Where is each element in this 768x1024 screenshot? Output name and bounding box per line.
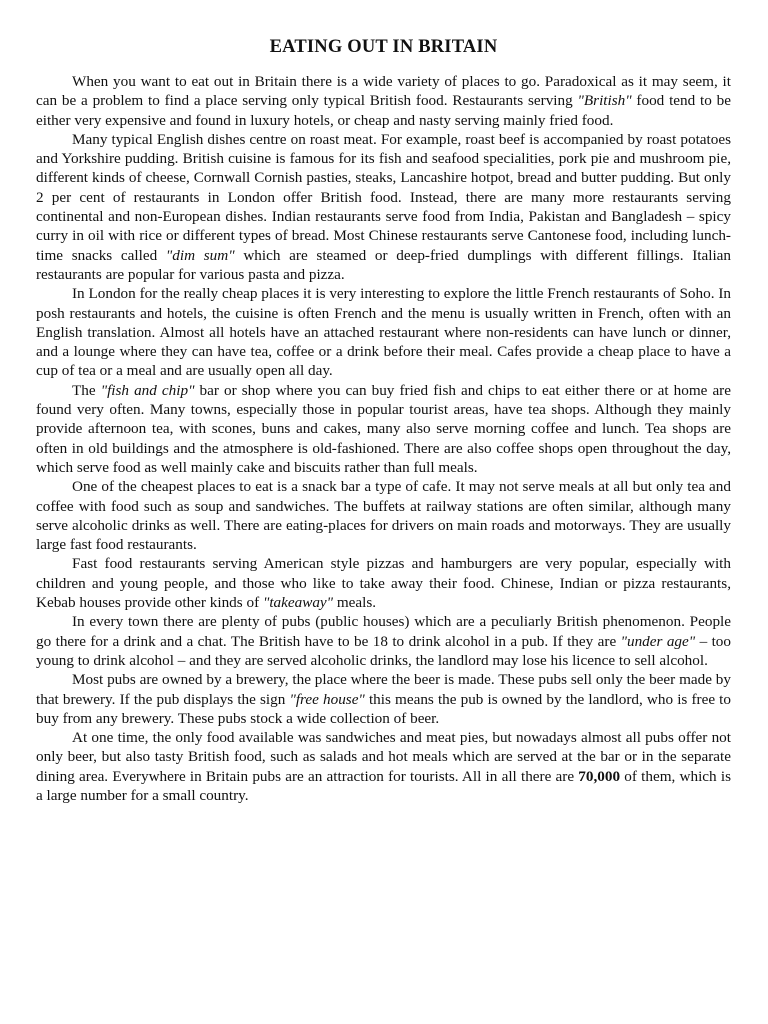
text-run: Most pubs are owned by a brewery, the place where the beer is made. These pubs sell only the beer made by that brewery. If the pub displays the sign <box>36 671 731 708</box>
text-run: – too young to drink alcohol – and they are served alcoholic drinks, the landlord may lose his licence to sell alcohol. <box>36 632 731 669</box>
italic-phrase: "dim sum" <box>165 246 235 264</box>
italic-phrase: "fish and chip" <box>100 381 195 399</box>
paragraph <box>36 728 731 805</box>
text-run: In every town there are plenty of pubs (public houses) which are a peculiarly British phenomenon. People go there for a drink and a chat. The British have to be 18 to drink alcohol in a pub. If they are <box>36 613 731 650</box>
paragraph <box>36 72 731 130</box>
italic-phrase: "free house" <box>289 690 365 708</box>
paragraph <box>36 612 731 670</box>
text-run: The <box>72 381 101 399</box>
text-run: this means the pub is owned by the landlord, who is free to buy from any brewery. These pubs stock a wide collection of beer. <box>36 690 731 727</box>
document-title: EATING OUT IN BRITAIN <box>269 37 498 57</box>
text-run: food tend to be either very expensive and found in luxury hotels, or cheap and nasty serving mainly fried food. <box>36 92 731 129</box>
bold-number: 70,000 <box>578 767 621 785</box>
text-run: meals. <box>333 594 377 612</box>
text-run: of them, which is a large number for a small country. <box>36 767 731 804</box>
text-run: When you want to eat out in Britain there is a wide variety of places to go. Paradoxical as it may seem, it can be a problem to find a place serving only typical British food. Restaurants serving <box>36 73 731 110</box>
paragraph <box>36 477 731 554</box>
text-run: Many typical English dishes centre on roast meat. For example, roast beef is accompanied by roast potatoes and Yorkshire pudding. British cuisine is famous for its fish and seafood specialities, pork pie and mushroom pie, different kinds of cheese, Cornwall Cornish pasties, steaks, Lancashire hotpot, bread and butter pudding. But only 2 per cent of restaurants in London offer British food. Instead, there are many more restaurants serving continental and non-European dishes. Indian restaurants serve food from India, Pakistan and Bangladesh – spicy curry in oil with rice or different types of bread. Most Chinese restaurants serve Cantonese food, including lunch-time snacks called <box>36 130 731 264</box>
paragraph <box>36 554 731 612</box>
document-body <box>36 72 731 805</box>
text-run: One of the cheapest places to eat is a snack bar a type of cafe. It may not serve meals at all but only tea and coffee with food such as soup and sandwiches. The buffets at railway stations are often similar, although many serve alcoholic drinks as well. There are eating-places for drivers on main roads and motorways. They are usually large fast food restaurants. <box>36 478 731 554</box>
text-run: In London for the really cheap places it is very interesting to explore the little French restaurants of Soho. In posh restaurants and hotels, the cuisine is often French and the menu is usually written in French, often with an English translation. Almost all hotels have an attached restaurant where non-residents can have lunch or dinner, and a lounge where they can have tea, coffee or a drink before their meal. Cafes provide a cheap place to have a cup of tea or a meal and are usually open all day. <box>36 285 731 380</box>
italic-phrase: "takeaway" <box>262 594 334 612</box>
paragraph <box>36 670 731 728</box>
text-run: which are steamed or deep-fried dumplings with different fillings. Italian restaurants are popular for various pasta and pizza. <box>36 246 731 283</box>
text-run: At one time, the only food available was sandwiches and meat pies, but nowadays almost all pubs offer not only beer, but also tasty British food, such as salads and hot meals which are served at the bar or in the separate dining area. Everywhere in Britain pubs are an attraction for tourists. All in all there are <box>36 729 731 785</box>
document-page <box>36 36 731 805</box>
italic-phrase: "British" <box>577 92 632 110</box>
paragraph <box>36 130 731 284</box>
paragraph <box>36 381 731 477</box>
paragraph <box>36 284 731 380</box>
italic-phrase: "under age" <box>620 632 696 650</box>
text-run: Fast food restaurants serving American style pizzas and hamburgers are very popular, especially with children and young people, and those who like to take away their food. Chinese, Indian or pizza restaurants, Kebab houses provide other kinds of <box>36 555 731 612</box>
text-run: bar or shop where you can buy fried fish and chips to eat either there or at home are found very often. Many towns, especially those in popular tourist areas, have tea shops. Although they mainly provide afternoon tea, with scones, buns and cakes, many also serve morning coffee and lunch. Tea shops are often in old buildings and the atmosphere is old-fashioned. There are also coffee shops open throughout the day, which serve food as well mainly cake and biscuits rather than full meals. <box>36 381 731 476</box>
